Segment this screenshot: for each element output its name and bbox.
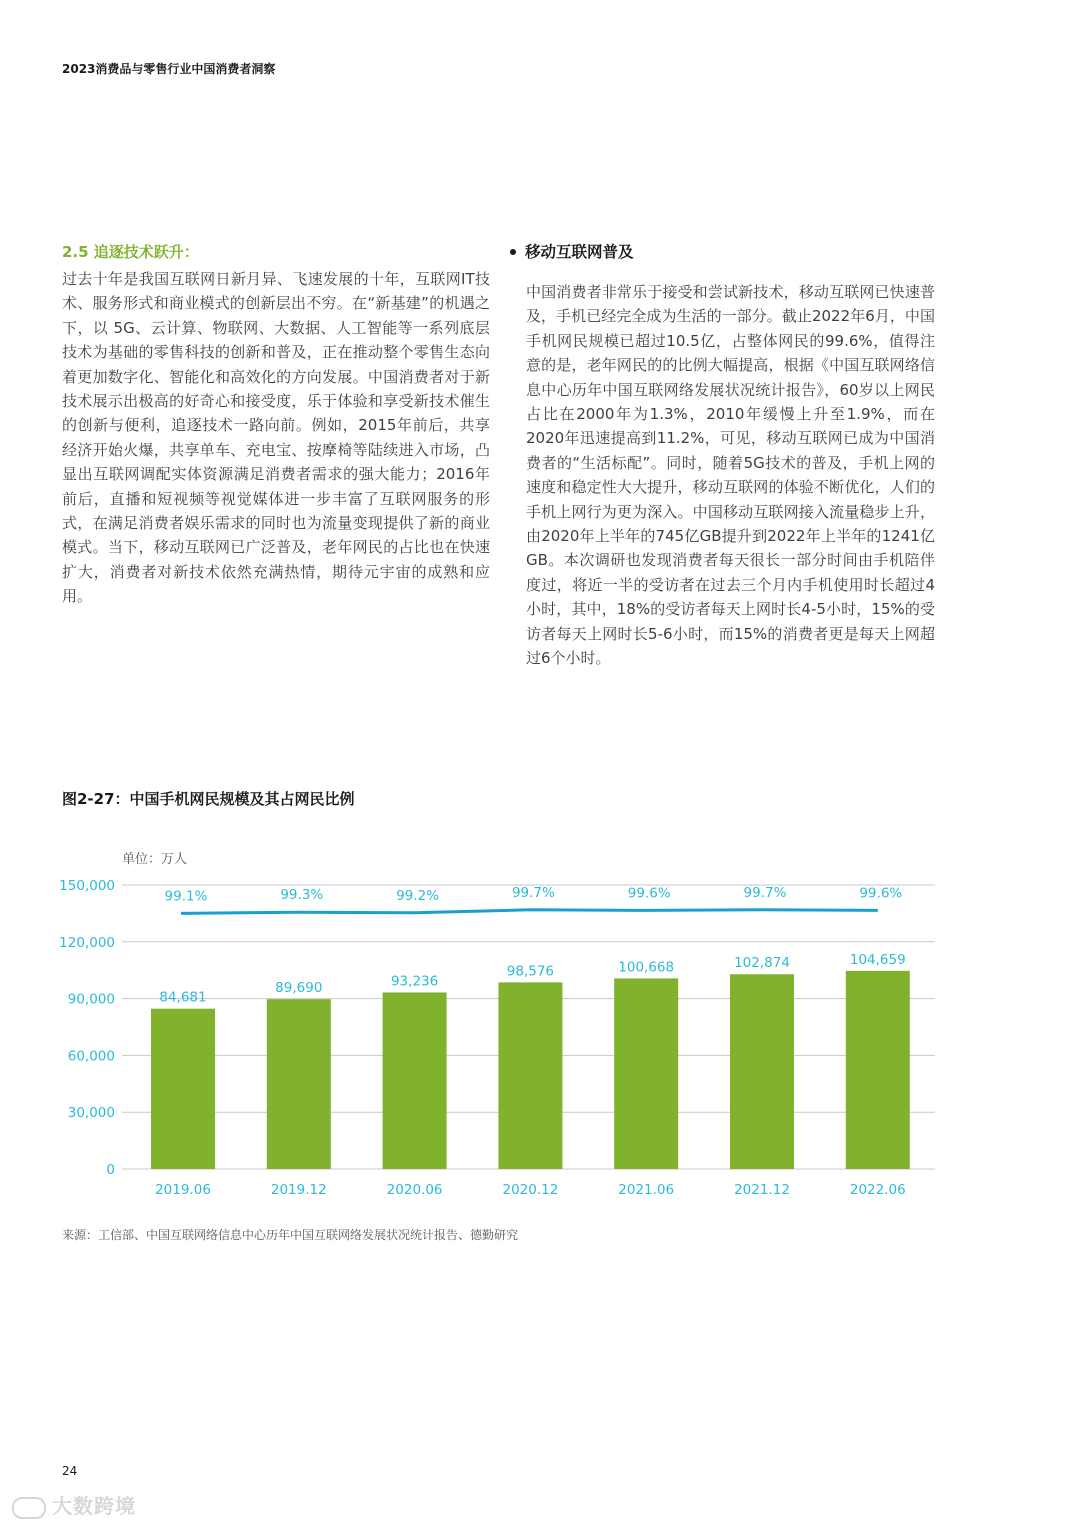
section-title: 2.5 追逐技术跃升： xyxy=(62,243,199,261)
x-tick-label: 2019.06 xyxy=(155,1182,211,1198)
bar-value-label: 93,236 xyxy=(390,973,439,990)
bar-value-label: 98,576 xyxy=(506,963,555,980)
bar-line-chart xyxy=(0,840,1080,1210)
bar xyxy=(267,999,331,1169)
x-tick-label: 2021.12 xyxy=(734,1182,790,1198)
y-tick-label: 60,000 xyxy=(67,1048,115,1065)
bar-value-label: 84,681 xyxy=(159,989,207,1006)
bar xyxy=(614,978,678,1169)
page-number: 24 xyxy=(62,1464,78,1478)
percentage-label: 99.1% xyxy=(164,888,208,905)
watermark xyxy=(12,1490,136,1519)
left-column xyxy=(62,241,490,609)
y-tick-label: 0 xyxy=(106,1162,115,1178)
percentage-label: 99.6% xyxy=(627,885,671,902)
bar xyxy=(383,992,447,1169)
bullet-title: 移动互联网普及 xyxy=(525,243,634,261)
figure-source: 来源：工信部、中国互联网络信息中心历年中国互联网络发展状况统计报告、德勤研究 xyxy=(62,1228,519,1242)
chart-unit-label: 单位：万人 xyxy=(122,852,188,867)
x-tick-label: 2022.06 xyxy=(849,1182,906,1198)
x-tick-label: 2021.06 xyxy=(618,1182,675,1198)
bar-value-label: 89,690 xyxy=(275,980,323,997)
y-tick-label: 90,000 xyxy=(67,991,115,1008)
y-tick-label: 150,000 xyxy=(59,878,115,894)
report-header-title: 2023消费品与零售行业中国消费者洞察 xyxy=(62,62,276,76)
percentage-line xyxy=(181,910,878,914)
bar-value-label: 100,668 xyxy=(618,959,675,976)
watermark-text: 大数跨境 xyxy=(52,1494,136,1518)
right-paragraph: 中国消费者非常乐于接受和尝试新技术，移动互联网已快速普及，手机已经完全成为生活的一部分。截止2022年6月，中国手机网民规模已超过10.5亿，占整体网民的99.6%，值得注意的是，老年网民的的比例大幅提高，根据《中国互联网络信息中心历年中国互联网络发展状况统计报告》，60岁以上网民占比在2000年为1.3%，2010年缓慢上升至1.9%，而在2020年迅速提高到11.2%，可见，移动互联网已成为中国消费者的“生活标配”。同时，随着5G技术的普及，手机上网的速度和稳定性大大提升，移动互联网的体验不断优化，人们的手机上网行为更为深入。中国移动互联网接入流量稳步上升，由2020年上半年的745亿GB提升到2022年上半年的1241亿GB。本次调研也发现消费者每天很长一部分时间由手机陪伴度过，将近一半的受访者在过去三个月内手机使用时长超过4小时，其中，18%的受访者每天上网时长4-5小时，15%的受访者每天上网时长5-6小时，而15%的消费者更是每天上网超过6个小时。 xyxy=(526,283,935,668)
y-tick-label: 30,000 xyxy=(67,1105,115,1122)
bar xyxy=(151,1009,215,1169)
x-tick-label: 2020.06 xyxy=(386,1182,443,1198)
percentage-label: 99.6% xyxy=(859,885,903,902)
figure-title: 图2-27：中国手机网民规模及其占网民比例 xyxy=(62,790,355,808)
percentage-label: 99.3% xyxy=(280,887,324,904)
right-column xyxy=(510,241,935,671)
percentage-label: 99.7% xyxy=(511,884,555,901)
y-tick-label: 120,000 xyxy=(59,934,115,951)
bar-value-label: 104,659 xyxy=(849,951,906,968)
bar xyxy=(730,974,794,1169)
x-tick-label: 2020.12 xyxy=(502,1182,559,1198)
bar xyxy=(498,982,562,1169)
bullet-icon xyxy=(510,249,516,255)
bar-value-label: 102,874 xyxy=(734,955,790,972)
bar xyxy=(846,971,910,1169)
percentage-label: 99.7% xyxy=(743,884,787,901)
bullet-heading xyxy=(510,241,935,263)
percentage-label: 99.2% xyxy=(396,887,440,904)
watermark-logo-icon xyxy=(12,1497,46,1519)
chart-container xyxy=(0,840,1080,1210)
x-tick-label: 2019.12 xyxy=(270,1182,327,1198)
left-paragraph: 过去十年是我国互联网日新月异、飞速发展的十年，互联网IT技术、服务形式和商业模式的创新层出不穷。在“新基建”的机遇之下，以 5G、云计算、物联网、大数据、人工智能等一系列底层技术为基础的零售科技的创新和普及，正在推动整个零售生态向着更加数字化、智能化和高效化的方向发展。中国消费者对于新技术展示出极高的好奇心和接受度，乐于体验和享受新技术催生的创新与便利，追逐技术一路向前。例如，2015年前后，共享经济开始火爆，共享单车、充电宝、按摩椅等陆续进入市场，凸显出互联网调配实体资源满足消费者需求的强大能力；2016年前后，直播和短视频等视觉媒体进一步丰富了互联网服务的形式，在满足消费者娱乐需求的同时也为流量变现提供了新的商业模式。当下，移动互联网已广泛普及，老年网民的占比也在快速扩大，消费者对新技术依然充满热情，期待元宇宙的成熟和应用。 xyxy=(62,270,490,606)
